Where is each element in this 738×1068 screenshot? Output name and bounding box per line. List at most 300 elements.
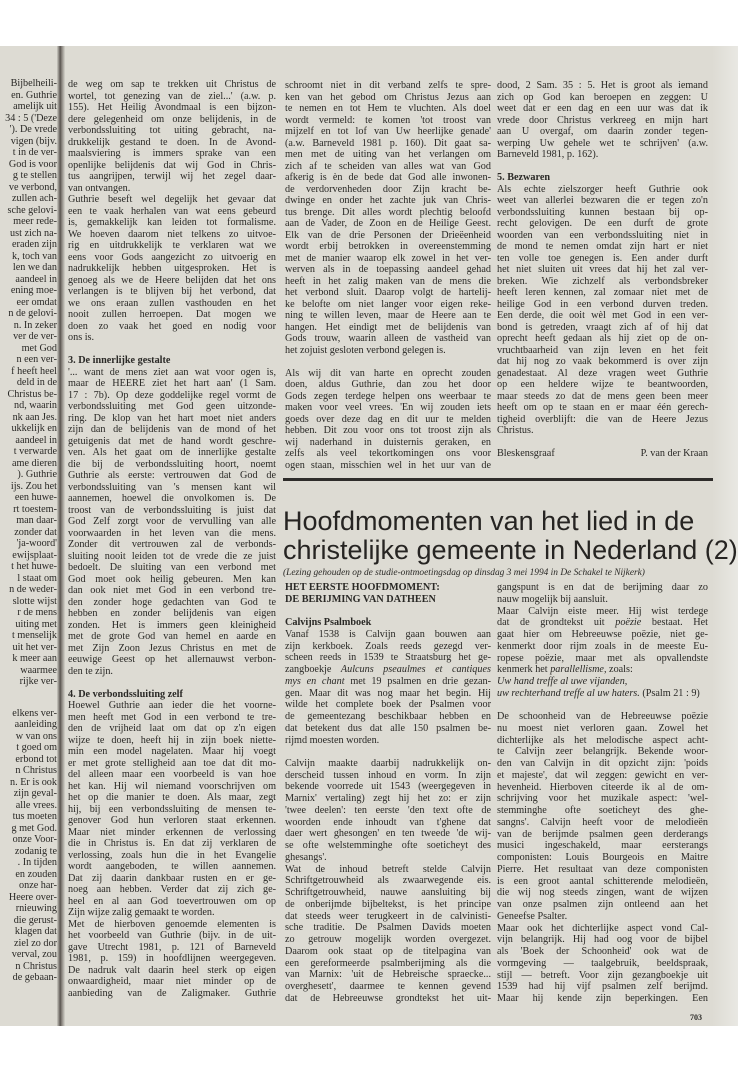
column-4-guthrie-article — [497, 80, 708, 460]
text-line: op een heldere wijze te beantwoorden, — [497, 379, 708, 390]
text-line-fragment: n de weder- — [9, 584, 57, 595]
text-line: stemminghe ofte soeticheyt des ghe- — [497, 805, 708, 816]
text-line: eeuwige Geest op het allernauwst verbon- — [68, 654, 276, 665]
text-line: woorden van een verbondssluiting niet in — [497, 229, 708, 241]
text-line: wortel, tot genezing van de ziel...' (a.w. p. — [68, 90, 276, 102]
text-line: gave Utrecht 1981, p. 121 of Barneveld — [68, 941, 276, 953]
text-line-fragment: waarmee — [20, 664, 57, 676]
text-line-fragment: meer rede- — [13, 216, 57, 227]
text-line: ons is. — [68, 332, 95, 343]
paragraph — [497, 184, 708, 437]
text-line: dwinge en onder het zachte juk van Chris- — [285, 195, 491, 206]
text-line: een te vaak herhalen van wat eens gebeurd — [68, 205, 276, 217]
text-line: ring. De klop van het hart moet niet anders — [68, 412, 276, 424]
text-line: (a.w. Barneveld 1981 p. 160). Dit gaat sa- — [285, 137, 491, 149]
text-line-fragment: t menselijk — [12, 630, 57, 641]
text-line: zich op God kan beroepen en zeggen: U — [497, 91, 708, 103]
text-line: werping Uw gehele wet te schrijven' (a.w. — [497, 137, 708, 149]
text-line: Schriftgetrouwheid, nauwe aansluiting bij — [285, 887, 491, 898]
text-line: schroomt niet in dit verband zelfs te spre- — [285, 80, 491, 91]
caps-heading-line: HET EERSTE HOOFDMOMENT: — [285, 582, 440, 593]
text-line: Als wij dit van harte en oprecht zouden — [285, 367, 491, 379]
text-line-fragment: en. Guthrie — [11, 89, 57, 101]
text-line: dat de Hebreeuwse grondtekst het uit- — [285, 992, 491, 1004]
text-line: werven als in de toepassing aandeel gehad — [285, 264, 491, 275]
text-line — [285, 676, 491, 688]
text-line-fragment: man daar- — [16, 515, 57, 526]
text-line: maken voor veel vrees. 'En wij zouden iets — [285, 402, 491, 413]
text-line: 17 : 7b). Op deze goddelijke regel vormt de — [68, 389, 276, 401]
section-heading: Calvijns Psalmboek — [285, 617, 372, 628]
text-line: Zonder dit vertrouwen zal de verbonds- — [68, 539, 276, 550]
text-line: van Marnix: 'uit de Hebreische spraecke... — [285, 969, 491, 981]
text-line: Barneveld 1981, p. 162). — [497, 149, 599, 160]
section-heading: 4. De verbondssluiting zelf — [68, 688, 183, 700]
page-gutter-fold — [57, 46, 65, 1026]
author-signature — [497, 448, 708, 460]
paragraph — [285, 758, 491, 864]
text-line-fragment: ziel zo dor — [14, 937, 57, 949]
text-line: verbondssluiting kunnen bestaan bij op- — [497, 206, 708, 218]
text-line: Gods zegen terdege helpen ons weerbaar te — [285, 390, 491, 402]
text-line-fragment: k meer aan — [12, 653, 57, 664]
text-line: ven. Als het gaat om de innerlijke gestalte — [68, 447, 276, 458]
text-line: min een model nagelaten. Maar hij voegt — [68, 746, 276, 757]
page-number: 703 — [690, 1013, 702, 1022]
text-line-fragment: Heere over- — [8, 891, 57, 903]
text-line — [285, 664, 491, 676]
text-line: vormgeving — taalgebruik, beeldspraak, — [497, 957, 708, 969]
text-line: heilige God in een verbond durven treden. — [497, 298, 708, 310]
text-segment: zangboekje — [285, 664, 341, 675]
text-line: se ofte welstemminghe ofte soeticheyt des — [285, 840, 491, 851]
text-line: sangns'. Calvijn heeft voor de melodieën — [497, 816, 708, 828]
text-line-fragment: rijke ver- — [19, 676, 57, 687]
text-line-fragment: . In tijden — [17, 857, 57, 868]
text-line-fragment: God is voor — [8, 158, 57, 170]
text-line: voorwaarden in het leven van die mens. — [68, 527, 276, 539]
text-line: heel en al aan God toevertrouwen om op — [68, 895, 276, 907]
text-line: genover God hun verloren staat erkennen. — [68, 815, 276, 826]
text-line-fragment: amelijk uit — [13, 101, 57, 112]
text-line: er met grote stelligheid aan toe dat dit mo- — [68, 757, 276, 769]
text-line: den van Calvijn in dit opzicht zijn: 'poids — [497, 758, 708, 769]
article-title-line: Hoofdmomenten van het lied in de — [283, 506, 695, 536]
text-line: mijzelf en tot lof van Uw heerlijke genade' — [285, 126, 491, 137]
text-line-fragment: ening moe- — [10, 285, 57, 296]
text-line: troost van de verbondssluiting is juist dat — [68, 504, 276, 516]
text-line-fragment: onze har- — [19, 880, 57, 891]
text-line: wordt aangeboden, te willen aannemen. — [68, 861, 276, 872]
text-line: scheen reeds in 1539 te Straatsburg het ge- — [285, 652, 491, 664]
text-line — [497, 664, 708, 676]
text-line: ghesangs'. — [285, 851, 327, 863]
text-line: oprecht heeft gedaan als hij ziet op de on- — [497, 333, 708, 344]
text-line: aannemen, hoewel die onvolkomen is. De — [68, 493, 276, 504]
text-line: genadestaat. Al deze vragen weet Guthrie — [497, 367, 708, 379]
text-line: tigheid overblijft: die van de Heere Jezus — [497, 413, 708, 425]
text-line: Pierre. Het resultaat van deze componisten — [497, 863, 708, 875]
text-line: nu moest niet verloren gaan. Zowel het — [497, 722, 708, 734]
text-line: 'twee deelen': ten eerste 'den text ofte de — [285, 804, 491, 816]
text-line-fragment: ukkelijk en — [11, 423, 57, 434]
italic-text-segment: Uw hand treffe al uwe vijanden, — [497, 676, 628, 687]
paragraph — [68, 367, 276, 678]
text-line: heeft leren kennen, zal zomaar niet met de — [497, 287, 708, 298]
text-line: Daarom ook staat op de titelpagina van — [285, 945, 491, 957]
text-line-fragment: ijs. Zou het — [10, 480, 57, 492]
text-line: drukkelijk gestand te doen. In de Avond- — [68, 136, 276, 148]
article-divider-rule — [283, 478, 713, 481]
text-line: Calvijn maakte daarbij nadrukkelijk on- — [285, 757, 491, 769]
text-line: wordt vermeld: te komen 'tot troost van — [285, 114, 491, 126]
text-line-fragment: uit het ver- — [12, 641, 57, 653]
text-line-fragment: een huwe- — [14, 492, 57, 503]
text-line: dichterlijke als het melodische aspect acht- — [497, 734, 708, 746]
text-line: De schoonheid van de Hebreeuwse poëzie — [497, 711, 708, 722]
text-line: Wat de inhoud betreft stelde Calvijn — [285, 863, 491, 875]
text-line: het zojuist gesloten verbond gelegen is. — [285, 344, 446, 356]
text-line: openlijke belijdenis dat wij God in Chris- — [68, 159, 276, 171]
text-line: wij naderhand in duisternis geraken, en — [285, 436, 491, 448]
text-line: van ontvangen. — [68, 182, 131, 194]
paragraph — [497, 711, 708, 923]
text-line: doen zo vaak het goed en nodig voor — [68, 320, 276, 332]
text-line-fragment: zijn geval- — [13, 788, 57, 799]
text-line: de mond te nemen omdat zijn hart er niet — [497, 241, 708, 252]
text-line: ken van het gebod om Christus Jezus aan — [285, 91, 491, 103]
text-line-fragment: eraden zijn — [12, 239, 57, 250]
text-line-fragment: Bijbelheili- — [10, 78, 57, 89]
text-line: getuigenis dat met de hand wordt geschre- — [68, 435, 276, 447]
paragraph — [497, 676, 708, 700]
text-line-fragment: zullen ach- — [12, 193, 57, 204]
text-line-fragment: ame dieren — [12, 457, 57, 469]
previous-page-column-fragment — [0, 78, 57, 984]
text-line: 1981, p. 159) in hoofdlijnen weergegeven. — [68, 953, 276, 964]
text-line: del alleen maar een voorbeeld is van hoe — [68, 769, 276, 780]
text-line: afkerig is èn de bede dat God alle inwonen- — [285, 172, 491, 183]
text-line-fragment: k, toch van — [12, 250, 57, 262]
text-line: Met de hierboven genoemde elementen is — [68, 918, 276, 930]
text-line: stijl — betreft. Voor zijn gezangboekje uit — [497, 969, 708, 981]
text-segment: (Psalm 21 : 9) — [639, 687, 700, 699]
text-line: overghesett', daarmee te kennen gevend — [285, 981, 491, 992]
text-line-fragment: verval, zou — [11, 949, 57, 960]
text-line-fragment: met God — [21, 342, 57, 354]
text-line: nauw mogelijk bij aansluit. — [497, 593, 608, 605]
text-line: et majeste', dat wil zeggen: gewicht en ver- — [497, 769, 708, 781]
text-line-fragment: onze Voor- — [12, 834, 57, 845]
text-line: Gods trouw, waarin alleen de vastheid van — [285, 333, 491, 344]
text-line — [497, 676, 708, 688]
text-line-fragment: erbond tot — [15, 753, 57, 765]
text-line: dat betekent dus dat alle 150 psalmen be- — [285, 722, 491, 734]
text-line: God Zelf zorgt voor de vervulling van alle — [68, 516, 276, 527]
text-line: aan U overgaf, om daarin zonder tegen- — [497, 126, 708, 137]
text-line-fragment: aandeel in — [15, 273, 57, 285]
text-line-fragment: l staat om — [17, 572, 57, 584]
text-line: vrede door Christus verkreeg en mijn hart — [497, 114, 708, 126]
text-line-fragment: t het huwe- — [11, 561, 57, 572]
text-line-fragment: n. In zeker — [13, 319, 57, 331]
text-line: Schriftgetrouwheid als zwaarwegende eis. — [285, 875, 491, 887]
text-line: verbondssluiting met God geen uitzonde- — [68, 401, 276, 412]
paragraph — [68, 194, 276, 344]
text-line: daer wert ghesongen' en ten tweede 'de wij- — [285, 828, 491, 840]
text-line: de onberijmde bijbeltekst, is het principe — [285, 898, 491, 910]
text-line: breken. Wie zichzelf als verbondsbreker — [497, 275, 708, 287]
text-line-fragment: f heeft heel — [11, 365, 57, 377]
text-line-fragment: nd, waarin — [14, 400, 57, 411]
text-line: musici ingeschakeld, maar eersterangs — [497, 840, 708, 852]
text-line: verlangen is te blijven bij het verbond, dat — [68, 286, 276, 297]
text-line: kenmerkt door rijm zoals in de meeste Eu- — [497, 640, 708, 652]
text-line — [497, 688, 708, 700]
text-line: verbondssluiting van 's mensen kant wil — [68, 481, 276, 493]
text-line: heeft om op te staan en er maar één gerech- — [497, 402, 708, 413]
text-line: zijn dan de belijdenis van de mond of het — [68, 424, 276, 435]
article-title — [283, 507, 738, 565]
text-line: maar steeds zo dat de mens geen been meer — [497, 390, 708, 402]
text-line-fragment: ust zich na- — [10, 227, 57, 239]
text-line-fragment: 34 : 5 ('Deze — [5, 112, 57, 124]
text-line: Maar hij kende zijn beperkingen. Een — [497, 993, 708, 1004]
text-line: Christus. — [497, 425, 534, 436]
text-line-fragment: rnieuwing — [15, 903, 57, 914]
text-line: Maar ook het dichterlijke aspect vond Cal- — [497, 922, 708, 934]
text-line-fragment: w van ons — [15, 730, 57, 742]
text-line: met de manier waarop elk zowel in het ver- — [285, 252, 491, 264]
text-line: Marnix' vertaling) zegt hij het zo: er zijn — [285, 793, 491, 804]
text-line: recht gelovigen. De een durft de grote — [497, 218, 708, 229]
text-line-fragment: klagen dat — [14, 926, 57, 937]
text-line: weet van allerlei bezwaren die er tegen zo'n — [497, 195, 708, 206]
text-line: componisten: Louis Bourgeois en Maitre — [497, 852, 708, 863]
text-line — [497, 617, 708, 629]
text-line-fragment: zodanig te — [14, 845, 57, 857]
text-line: Een derde, die ooit wèl met God in een ver- — [497, 310, 708, 321]
text-line: te nemen en tot Hem te vluchten. Als doel — [285, 103, 491, 114]
text-line: Elk van de drie Personen der Drieëenheid — [285, 229, 491, 241]
text-line: hevenheid. Hierboven citeerde ik al de om- — [497, 781, 708, 793]
text-line-fragment: alle vrees. — [15, 799, 57, 811]
text-line: eens voor Gods aangezicht zo uitvoerig en — [68, 251, 276, 263]
signature-author: P. van der Kraan — [640, 448, 708, 459]
italic-text-segment: poëzie — [615, 617, 642, 629]
text-line: Vanaf 1538 is Calvijn gaan bouwen aan — [285, 628, 491, 640]
text-line: wilde het complete boek der Psalmen voor — [285, 699, 491, 711]
text-line-fragment: 'ja-woord' — [16, 538, 57, 549]
text-line: woorden ende inhoudt van t'ghene dat — [285, 816, 491, 828]
text-line: met Zijn Zoon Jezus Christus en met de — [68, 642, 276, 654]
text-line: vruchtbaarheid van zijn leven en het feit — [497, 344, 708, 356]
text-line: hangen. Het eindigt met de belijdenis van — [285, 321, 491, 333]
text-line: Hoewel Guthrie aan ieder die het voorne- — [68, 700, 276, 711]
text-line: '... want de mens ziet aan wat voor ogen is, — [68, 366, 276, 378]
paragraph — [285, 368, 491, 472]
text-line-fragment: zonder dat — [14, 526, 57, 538]
text-line: schrijving voor het muzikale aspect: 'wel- — [497, 793, 708, 805]
text-line: het kan. Hij wil niemand voorschrijven om — [68, 780, 276, 792]
text-line-fragment: tus moeten — [12, 811, 57, 822]
text-line: vijn belangrijk. Hij had oog voor de bijbel — [497, 934, 708, 946]
text-line: we ons eraan zullen vasthouden en het — [68, 297, 276, 309]
text-line-fragment: deld in de — [16, 377, 57, 388]
text-line: zonden. Het is immers geen kleinigheid — [68, 619, 276, 631]
paragraph — [285, 80, 491, 356]
text-line-fragment: t goed om — [16, 742, 57, 753]
text-line: tus aangrijpen, terwijl wij het zegel daar- — [68, 171, 276, 182]
text-line: God moet ook heilig gebeuren. Men kan — [68, 573, 276, 585]
text-line-fragment: eer omdat — [16, 296, 57, 308]
text-line: hebben. Dit zou voor ons tot troost zijn als — [285, 425, 491, 436]
text-line: als 'Boek der Schoonheid' ook wat de — [497, 946, 708, 957]
text-line-fragment: t verwarde — [13, 446, 57, 457]
text-line: die in Christus is. En dat zij verklaren de — [68, 838, 276, 849]
text-line: ropese poëzie, maar met als opvallendste — [497, 652, 708, 664]
text-line: 1539 had hij vijf psalmen zelf berijmd. — [497, 981, 708, 993]
text-line: genoeg als we de Heere belijden dat het ons — [68, 274, 276, 286]
text-line: den zonder hoge gedachten van God te — [68, 596, 276, 608]
text-line: nadrukkelijk hebben uitgesproken. Het is — [68, 263, 276, 274]
fragment-block — [0, 708, 57, 984]
caps-heading-line: DE BERIJMING VAN DATHEEN — [285, 593, 436, 605]
article-title-line: christelijke gemeente in Nederland (2) — [283, 535, 738, 565]
column-2-guthrie-article — [68, 79, 276, 999]
paragraph — [68, 919, 276, 1000]
text-line-fragment: vigen (bijv. — [10, 135, 57, 147]
text-line: gen. Maar dit was nog maar het begin. Hij — [285, 687, 491, 699]
section-heading: 5. Bezwaren — [497, 172, 551, 183]
text-line-fragment: g te stellen — [12, 170, 57, 181]
text-line: de weg om sap te trekken uit Christus de — [68, 79, 276, 90]
text-line: hebben en zonder belijdenis van eigen — [68, 608, 276, 619]
section-caps-heading — [285, 582, 491, 606]
text-line: van onze psalmen zijn ontleend aan het — [497, 899, 708, 910]
text-line: gangspunt is en dat de berijming daar zo — [497, 582, 708, 593]
text-line-fragment: nk aan Jes. — [12, 411, 57, 423]
text-line-fragment: de gebaan- — [12, 972, 57, 983]
text-line-fragment: n. Er is ook — [10, 776, 57, 788]
text-line: weet dat er een dag en een uur was dat ik — [497, 103, 708, 114]
text-line-fragment: rt toestem- — [13, 503, 57, 515]
text-line: nooit zullen herroepen. Dat mogen we — [68, 309, 276, 320]
text-line: bedoelt. De sluiting van een verbond met — [68, 562, 276, 573]
text-line: tus brenge. Dit alles wordt plechtig beloofd — [285, 206, 491, 218]
text-line: dood, 2 Sam. 35 : 5. Het is groot als iemand — [497, 80, 708, 91]
text-line: verbondssluiting tot uiting gebracht, na- — [68, 125, 276, 136]
text-line: bond is getreden, vraagt zich af of hij dat — [497, 321, 708, 333]
text-line: Als echte zielszorger heeft Guthrie ook — [497, 183, 708, 195]
paragraph — [497, 606, 708, 677]
text-line-fragment: n Christus — [15, 960, 57, 972]
text-line: een gereformeerde psalmberijming als die — [285, 957, 491, 969]
text-line: zelfs als veel tekortkomingen ons voor — [285, 448, 491, 459]
text-line-fragment: elkens ver- — [12, 707, 57, 719]
text-line-fragment: slotte wijst — [12, 595, 57, 607]
column-3-hymn-article — [285, 582, 491, 1005]
text-line: onwaardigheid, maar niet minder op de — [68, 976, 276, 987]
text-line: men met de uiting van het verlangen om — [285, 149, 491, 160]
text-line: noeg aan hebben. Verder dat zij zich ge- — [68, 884, 276, 895]
text-line: Maar niet minder erkennen de verlossing — [68, 826, 276, 838]
text-line: heeft in het zalig maken van de mens die — [285, 275, 491, 287]
text-line: die wij nog steeds zingen, want de wijzen — [497, 887, 708, 899]
italic-text-segment: parallellisme, — [550, 664, 607, 676]
text-line-fragment: uiting met — [15, 618, 57, 630]
text-line-fragment: ewijsplaat- — [12, 549, 57, 561]
text-line: wordt erbij betrokken in overeenstemming — [285, 241, 491, 252]
text-line-fragment: r de mens — [17, 607, 57, 618]
text-line-fragment: n de gelovi- — [8, 308, 57, 319]
text-line: gaat hier om Hebreeuwse poëzie, niet ge- — [497, 629, 708, 640]
text-line: bekende voorrede uit 1543 (weergegeven in — [285, 781, 491, 793]
text-line: Dat zij daarin dankbaar rusten en er ge- — [68, 872, 276, 884]
text-line: Guthrie als eerste: vertrouwen dat God de — [68, 470, 276, 481]
text-line: rig en uitdrukkelijk te verklaren wat we — [68, 240, 276, 251]
text-segment: kenmerk het — [497, 664, 551, 676]
text-line-fragment: sche gelovi- — [7, 204, 57, 216]
text-line: sluiting nooit leiden tot de vrede die ze juist — [68, 550, 276, 562]
signature-place: Bleskensgraaf — [497, 448, 555, 459]
text-line: den de vrijheid laat om dat op z'n eigen — [68, 723, 276, 734]
text-line: wijze te doen, heeft hij in zijn boek niette- — [68, 734, 276, 746]
paragraph — [497, 582, 708, 606]
text-line: het niet sluiten uit vrees dat hij het zal ver- — [497, 264, 708, 275]
text-line: Maar Calvijn eiste meer. Hij wist terdege — [497, 605, 708, 617]
article-subtitle: (Lezing gehouden op de studie-ontmoetingsdag op dinsdag 3 mei 1994 in De Schakel te Nijkerk) — [283, 568, 645, 578]
text-line: te Calvijn zeer belangrijk. Bekende woor- — [497, 746, 708, 758]
fragment-block — [0, 78, 57, 688]
text-line: dat steeds weer terugkeert in de calvinisti- — [285, 910, 491, 922]
text-line: 155). Het Heilig Avondmaal is een bijzon- — [68, 102, 276, 113]
text-line: ogen staan, misschien wel in het uur van de — [285, 459, 491, 471]
text-line: hij, bij een verbondssluiting de mensen te- — [68, 803, 276, 815]
text-line: dan ook niet met God in een verbond tre- — [68, 585, 276, 596]
text-line: de verdorvenheden door Zijn kracht be- — [285, 183, 491, 195]
text-line: aan de Vader, de Zoon en de Heilige Geest. — [285, 218, 491, 229]
text-line: zijn kerkboek. Zoals reeds gezegd ver- — [285, 640, 491, 652]
text-line: aanbieding van de Zaligmaker. Guthrie — [68, 987, 276, 999]
text-line: doen, aldus Guthrie, dan zou het door — [285, 379, 491, 390]
paragraph — [68, 700, 276, 919]
section-heading: 3. De innerlijke gestalte — [68, 355, 171, 366]
text-line: De nadruk valt daarin heel sterk op eigen — [68, 964, 276, 976]
text-line: men heeft met God in een verbond te tre- — [68, 711, 276, 723]
text-line: zich af te scheiden van alles wat van God — [285, 160, 491, 172]
text-line: We hoeven daarom niet telkens zo uitvoe- — [68, 228, 276, 240]
italic-text-segment: uw rechterhand treffe al uw haters. — [497, 687, 640, 699]
text-segment: met 19 psalmen en drie gezan- — [344, 675, 491, 687]
text-line: ke belofte om niet langer voor eigen reke- — [285, 298, 491, 310]
text-line: sche traditie. De Psalmen Davids moeten — [285, 922, 491, 934]
text-line: maalsviering is immers sprake van een — [68, 148, 276, 159]
text-segment: bestaat. Het — [641, 617, 708, 629]
text-line: goeds over deze dag en dit uur te melden — [285, 413, 491, 425]
text-line: het verbond sluit. Daarop volgt de hartelij- — [285, 287, 491, 298]
paragraph — [68, 79, 276, 194]
text-line-fragment: die gerust- — [13, 914, 57, 926]
text-line: rijmd moesten worden. — [285, 734, 380, 746]
column-4-hymn-article — [497, 582, 708, 1005]
text-line-fragment: ve verbond, — [8, 181, 57, 193]
text-line-fragment: ). Guthrie — [17, 469, 57, 480]
text-line-fragment: t in de ver- — [12, 147, 57, 158]
text-line-fragment: n Christus — [15, 765, 57, 776]
text-line-fragment: '). De vrede — [9, 124, 57, 135]
text-line-fragment: g met God. — [11, 822, 57, 834]
